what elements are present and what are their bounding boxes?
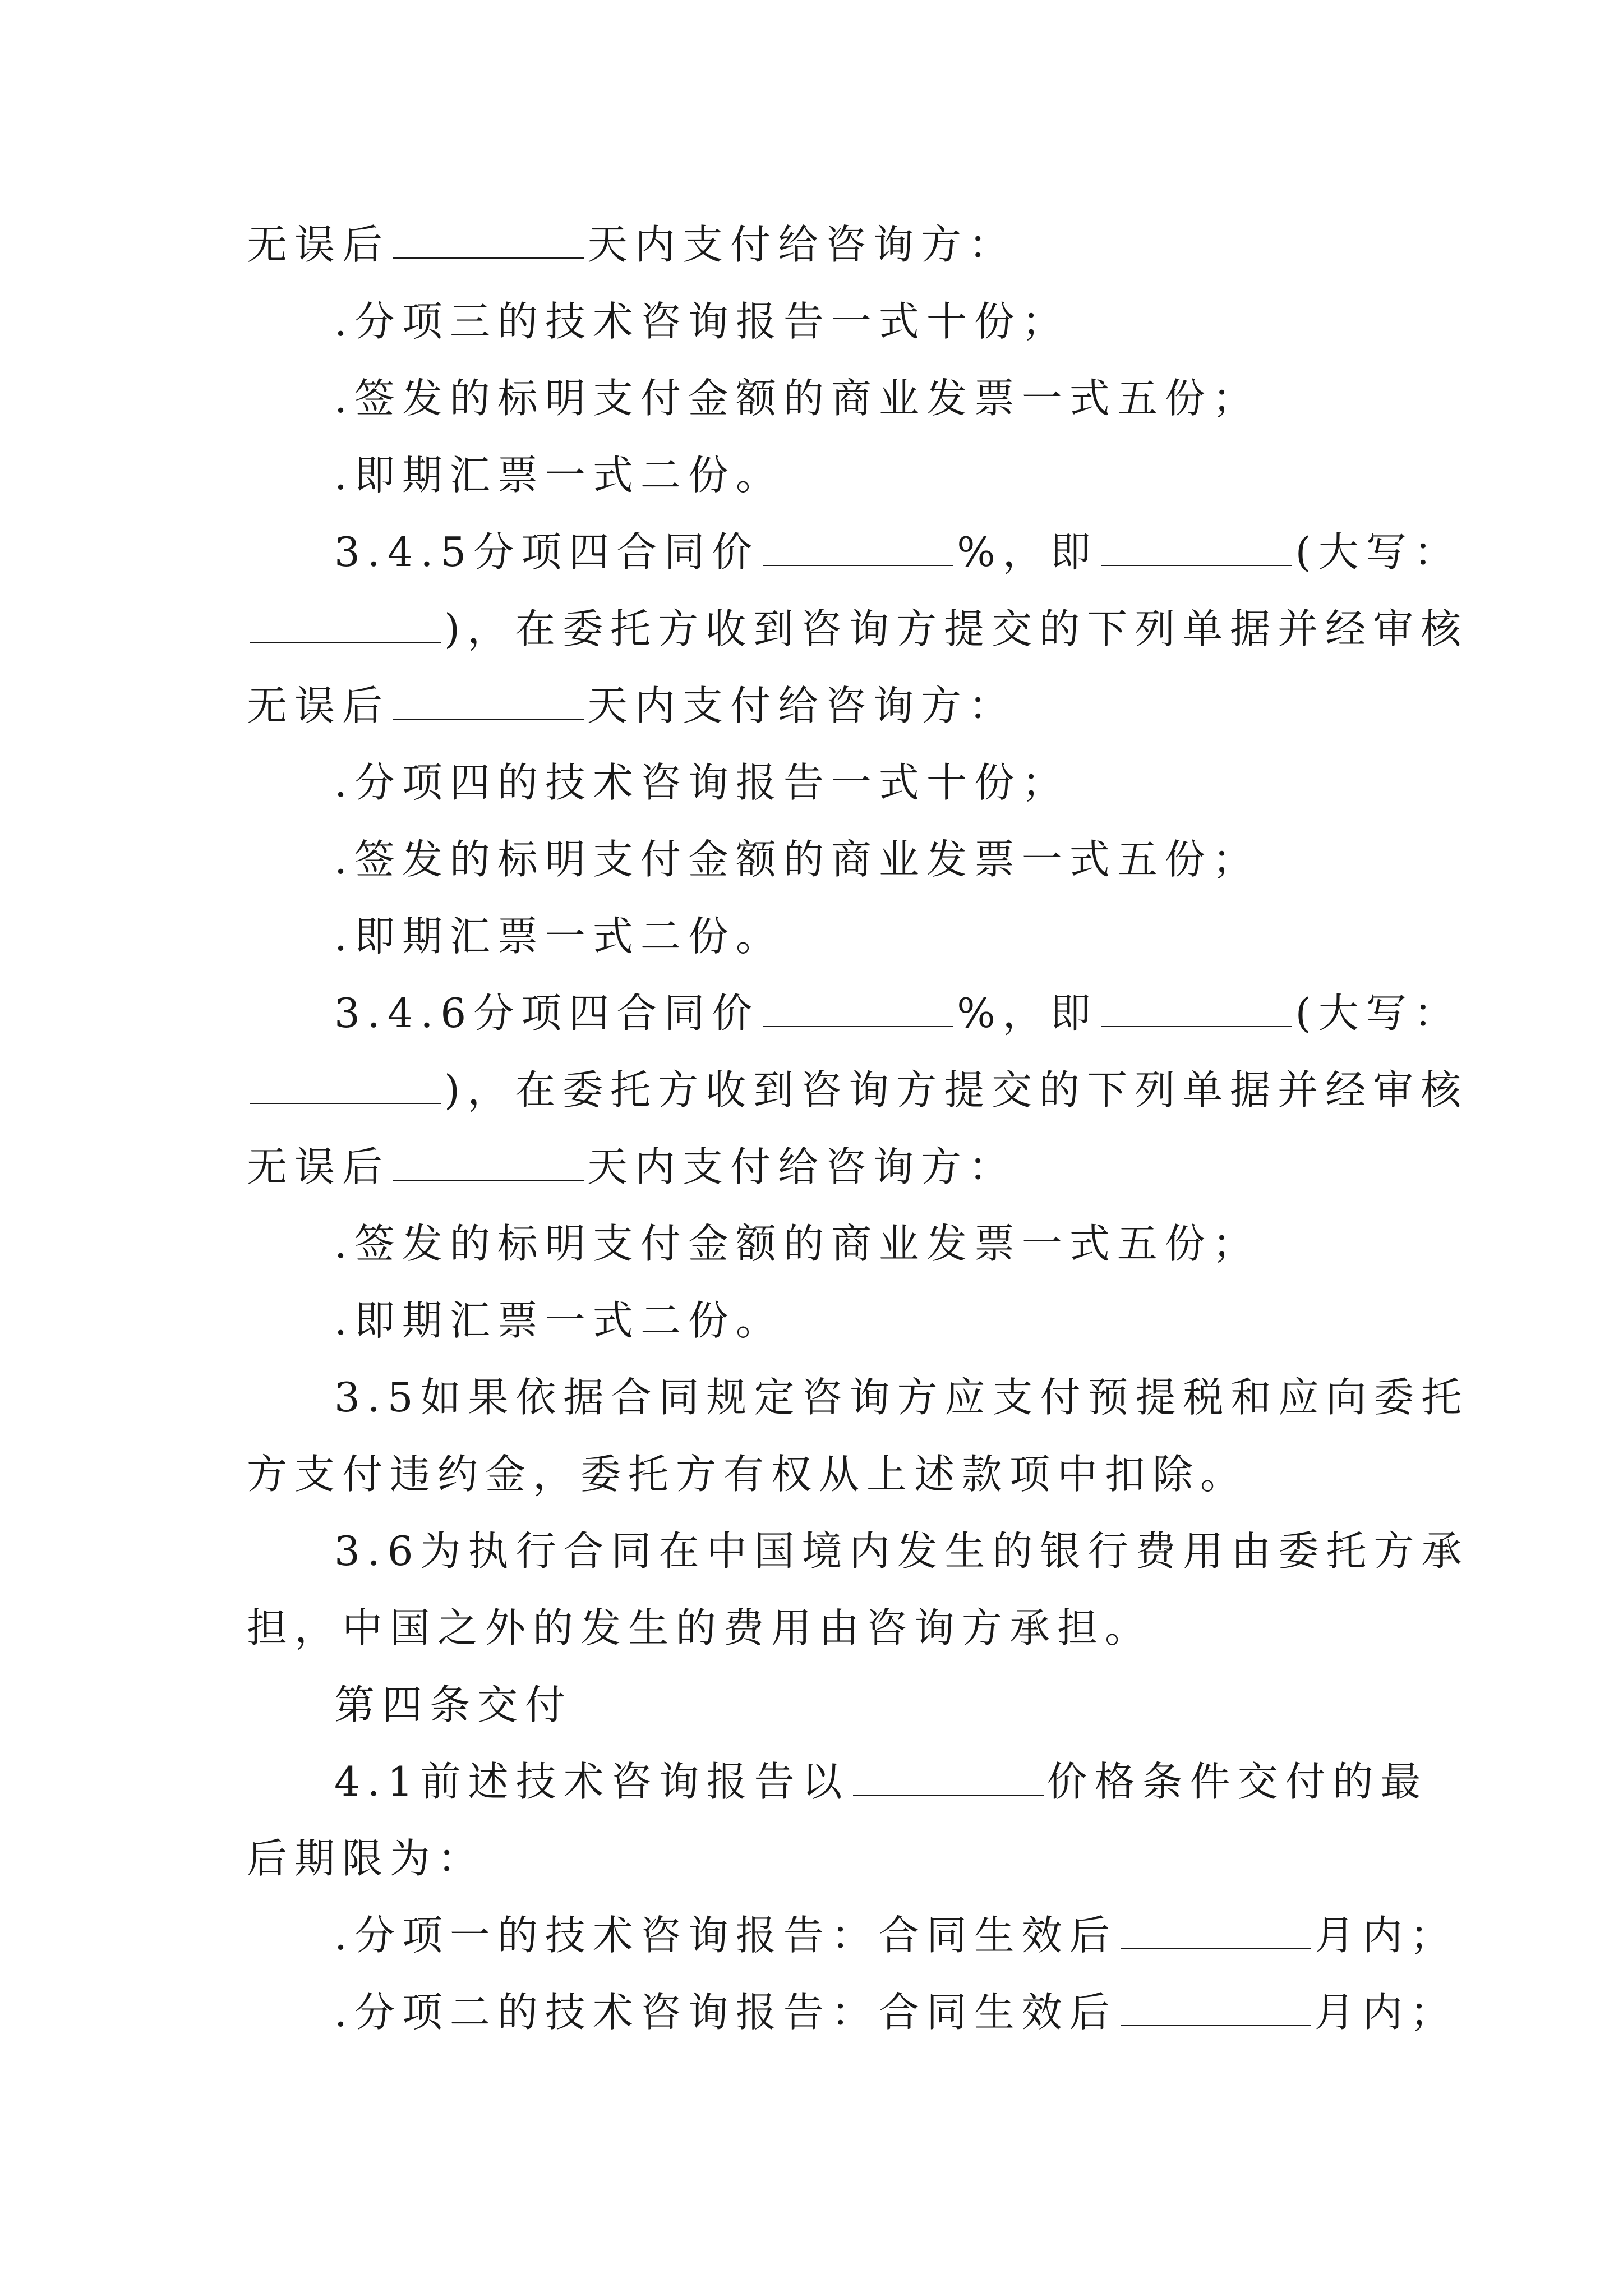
text-fragment: .即期汇票一式二份。: [334, 452, 783, 499]
text-line: [247, 1820, 1391, 1897]
text-fragment: .签发的标明支付金额的商业发票一式五份；: [334, 1220, 1260, 1267]
text-fragment: (大写：: [1295, 528, 1461, 576]
text-fragment: .即期汇票一式二份。: [334, 1297, 783, 1344]
fill-in-blank[interactable]: [1121, 1986, 1311, 2026]
list-item: [334, 1974, 1478, 2051]
list-item: [334, 1282, 1478, 1359]
text-fragment: )，在委托方收到咨询方提交的下列单据并经审核: [444, 605, 1469, 652]
list-item: [334, 821, 1478, 898]
fill-in-blank[interactable]: [763, 526, 953, 566]
fill-in-blank[interactable]: [763, 987, 953, 1027]
clause-3-4-5: [334, 514, 1478, 591]
text-fragment: 无误后: [247, 1143, 390, 1190]
text-fragment: .签发的标明支付金额的商业发票一式五份；: [334, 375, 1260, 422]
text-fragment: 天内支付给咨询方：: [587, 221, 1017, 268]
fill-in-blank[interactable]: [393, 1140, 584, 1181]
text-fragment: 3.4.6分项四合同价: [334, 990, 760, 1037]
text-line: [247, 1052, 1469, 1129]
fill-in-blank[interactable]: [1101, 526, 1292, 566]
text-fragment: 4.1前述技术咨询报告以: [334, 1758, 850, 1805]
text-line: [247, 206, 1391, 283]
text-fragment: (大写：: [1295, 990, 1461, 1037]
text-fragment: )，在委托方收到咨询方提交的下列单据并经审核: [444, 1066, 1469, 1114]
text-fragment: 后期限为：: [247, 1835, 486, 1882]
text-fragment: 无误后: [247, 221, 390, 268]
fill-in-blank[interactable]: [1121, 1909, 1311, 1949]
list-item: [334, 744, 1478, 821]
text-fragment: .即期汇票一式二份。: [334, 913, 783, 960]
text-fragment: 3.4.5分项四合同价: [334, 528, 760, 576]
text-fragment: .分项四的技术咨询报告一式十份；: [334, 759, 1069, 806]
text-fragment: 担，中国之外的发生的费用由咨询方承担。: [247, 1604, 1153, 1651]
fill-in-blank[interactable]: [853, 1755, 1044, 1796]
fill-in-blank[interactable]: [1101, 987, 1292, 1027]
list-item: [334, 360, 1478, 437]
text-fragment: 第四条交付: [334, 1681, 573, 1728]
list-item: [334, 283, 1478, 360]
text-fragment: .签发的标明支付金额的商业发票一式五份；: [334, 836, 1260, 883]
text-line: [247, 1436, 1391, 1513]
list-item: [334, 1897, 1478, 1974]
clause-3-5: [334, 1359, 1478, 1436]
fill-in-blank[interactable]: [393, 679, 584, 720]
clause-4-1: [334, 1743, 1478, 1820]
clause-3-6: [334, 1513, 1478, 1590]
text-fragment: %，即: [957, 528, 1098, 576]
text-line: [247, 1129, 1391, 1205]
text-fragment: 价格条件交付的最: [1046, 1758, 1428, 1805]
text-fragment: 天内支付给咨询方：: [587, 682, 1017, 729]
text-line: [247, 1590, 1391, 1667]
list-item: [334, 437, 1478, 514]
text-fragment: 天内支付给咨询方：: [587, 1143, 1017, 1190]
text-fragment: 3.6为执行合同在中国境内发生的银行费用由委托方承: [334, 1527, 1469, 1575]
text-fragment: .分项三的技术咨询报告一式十份；: [334, 298, 1069, 345]
text-fragment: %，即: [957, 990, 1098, 1037]
fill-in-blank[interactable]: [250, 1064, 441, 1104]
text-fragment: 月内；: [1314, 1912, 1458, 1959]
text-fragment: 无误后: [247, 682, 390, 729]
text-fragment: 3.5如果依据合同规定咨询方应支付预提税和应向委托: [334, 1374, 1469, 1421]
article-heading: [334, 1667, 1478, 1743]
clause-3-4-6: [334, 975, 1478, 1052]
list-item: [334, 898, 1478, 975]
text-line: [247, 591, 1469, 668]
fill-in-blank[interactable]: [393, 218, 584, 259]
text-fragment: .分项二的技术咨询报告：合同生效后: [334, 1989, 1117, 2036]
text-fragment: 月内；: [1314, 1989, 1458, 2036]
list-item: [334, 1205, 1478, 1282]
text-fragment: 方支付违约金，委托方有权从上述款项中扣除。: [247, 1451, 1248, 1498]
text-fragment: .分项一的技术咨询报告：合同生效后: [334, 1912, 1117, 1959]
fill-in-blank[interactable]: [250, 602, 441, 643]
text-line: [247, 668, 1391, 744]
